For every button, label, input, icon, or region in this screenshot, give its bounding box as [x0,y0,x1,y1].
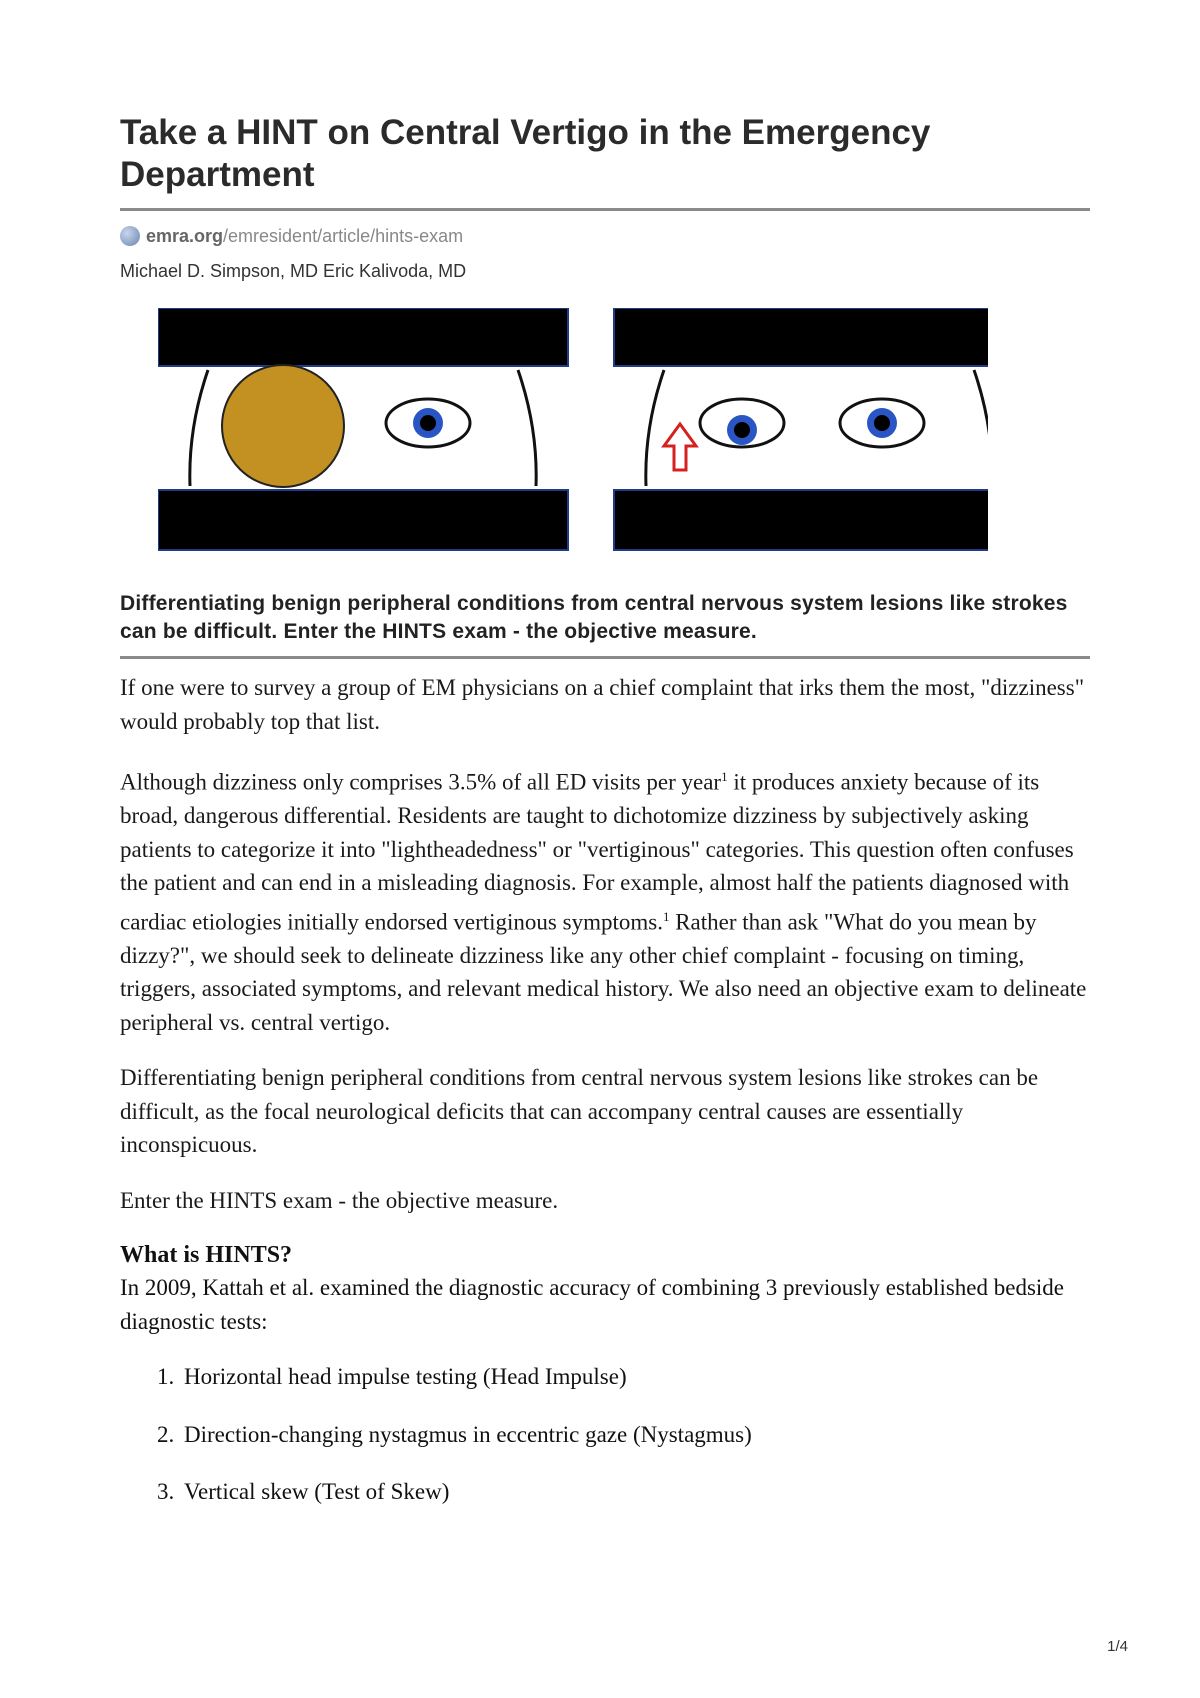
section-intro: In 2009, Kattah et al. examined the diagnostic accuracy of combining 3 previously established bedside diagnostic tests: [120,1275,1064,1334]
article-page [120,0,1090,1533]
top-bar [158,308,568,366]
paragraph-2-text-a: Although dizziness only comprises 3.5% of all ED visits per year [120,769,722,795]
pupil [874,415,890,431]
face-outline-right [974,370,988,486]
article-title: Take a HINT on Central Vertigo in the Emergency Department [120,112,1090,211]
bottom-bar [158,490,568,550]
skew-deviation-figure [120,308,1090,552]
top-bar [614,308,988,366]
left-panel [158,308,568,550]
paragraph-2-text-c: Rather than ask "What do you mean by dizzy?", we should seek to delineate dizziness like any other chief complaint - focusing on timing, triggers, associated symptoms, and relevant medical history. We also need an objective exam to delineate peripheral vs. central vertigo. [120,909,1087,1035]
source-path: /emresident/article/hints-exam [223,225,464,246]
paragraph-3: Differentiating benign peripheral conditions from central nervous system lesions like strokes can be difficult, as the focal neurological deficits that can accompany central causes are essentially inconspicuous. [120,1065,1039,1158]
face-outline-left [190,370,208,486]
paragraph-1: If one were to survey a group of EM physicians on a chief complaint that irks them the most, "dizziness" would probably top that list. [120,675,1085,734]
bottom-bar [614,490,988,550]
source-domain: emra.org [146,225,224,246]
article-authors: Michael D. Simpson, MD Eric Kalivoda, MD [120,261,467,281]
globe-icon [120,226,140,246]
paragraph-2-text-b: it produces anxiety because of its broad, dangerous differential. Residents are taught to dichotomize dizziness by subjectively asking patients to categorize it into "lightheadedness" or "vertiginous" categories. This question often confuses the patient and can end in a misleading diagnosis. For example, almost half the patients diagnosed with cardiac etiologies initially endorsed vertiginous symptoms. [120,769,1074,935]
figure-caption: Differentiating benign peripheral conditions from central nervous system lesions like strokes can be difficult. Enter the HINTS exam - the objective measure. [120,590,1090,659]
cover-disc [222,365,344,487]
list-item: 1. Horizontal head impulse testing (Head Impulse) [180,1360,1090,1394]
eye-illustration [158,308,988,552]
section-heading: What is HINTS? [120,1242,293,1269]
arrow-up-icon [664,424,696,470]
pupil [734,422,750,438]
source-link[interactable] [120,223,1090,249]
citation-1b: 1 [662,908,670,924]
list-item: 2. Direction-changing nystagmus in eccentric gaze (Nystagmus) [180,1418,1090,1452]
page-number: 1/4 [1107,1638,1128,1655]
paragraph-2 [120,760,1090,1039]
list-item: 3. Vertical skew (Test of Skew) [180,1475,1090,1509]
right-panel [614,308,988,550]
face-outline-right [518,370,536,486]
citation-1: 1 [721,769,728,784]
face-outline-left [646,370,664,486]
hints-test-list [120,1360,1090,1509]
pupil [420,415,436,431]
paragraph-4: Enter the HINTS exam - the objective measure. [120,1187,559,1213]
